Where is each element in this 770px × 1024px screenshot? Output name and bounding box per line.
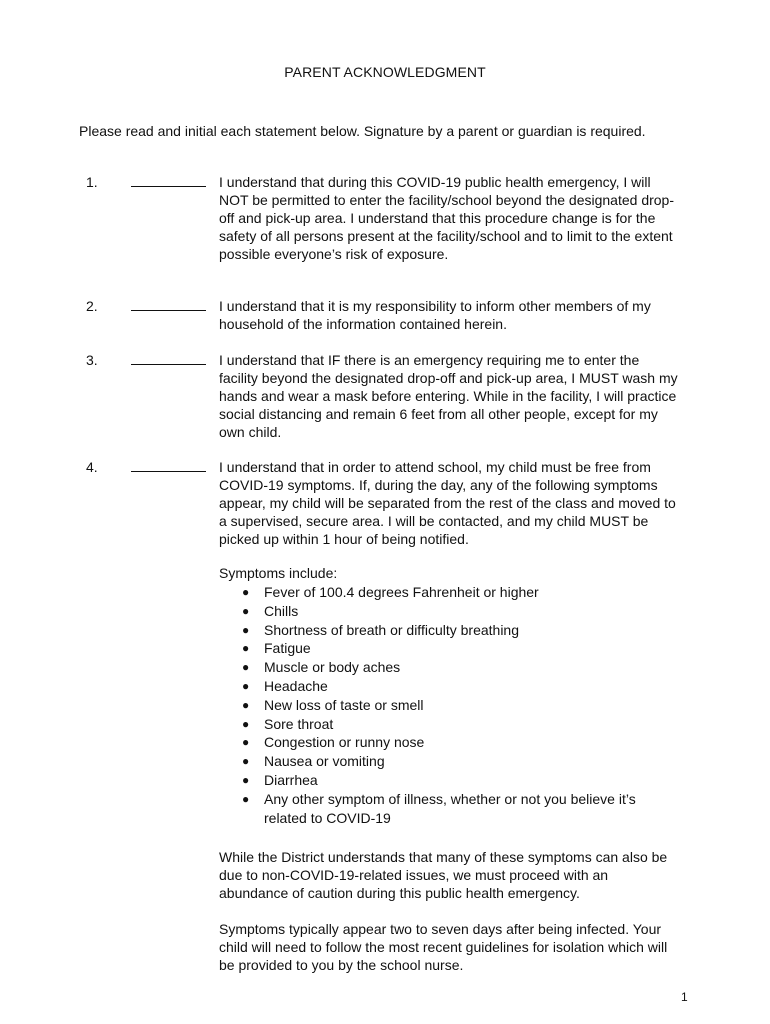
list-item: ● Muscle or body aches — [242, 659, 401, 676]
symptoms-heading: Symptoms include: — [219, 565, 338, 581]
bullet-icon: ● — [242, 678, 250, 693]
statement-number: 4. — [86, 459, 98, 475]
bullet-icon: ● — [242, 641, 250, 656]
list-item: ● Any other symptom of illness, whether or not you believe it’s related to COVID-19 — [242, 790, 636, 826]
list-item: ● Chills — [242, 602, 299, 619]
statement-number: 2. — [86, 298, 98, 314]
document-title: PARENT ACKNOWLEDGMENT — [284, 64, 486, 80]
list-item: ● Fatigue — [242, 640, 311, 657]
list-item: ● Sore throat — [242, 715, 334, 732]
list-item: ● Headache — [242, 677, 328, 694]
list-item: ● New loss of taste or smell — [242, 696, 424, 713]
caution-paragraph: While the District understands that many of these symptoms can also be due to non-COVID-19-related issues, we must proceed with an abundance of caution during this public health emergency. — [219, 849, 668, 901]
bullet-icon: ● — [242, 585, 250, 599]
initial-line[interactable] — [131, 297, 206, 311]
list-item: ● Shortness of breath or difficulty breathing — [242, 621, 520, 638]
symptoms-section — [219, 564, 679, 827]
statement-number: 3. — [86, 352, 98, 368]
list-item: ● Nausea or vomiting — [242, 753, 385, 770]
bullet-icon: ● — [242, 772, 250, 787]
intro-text: Please read and initial each statement below. Signature by a parent or guardian is required. — [79, 123, 646, 139]
isolation-paragraph: Symptoms typically appear two to seven days after being infected. Your child will need to follow the most recent guidelines for isolation which will be provided to you by the school nurse. — [219, 921, 668, 973]
statement-text: I understand that in order to attend school, my child must be free from COVID-19 symptoms. If, during the day, any of the following symptoms appear, my child will be separated from the rest of the class and moved to a supervised, secure area. I will be contacted, and my child MUST be picked up within 1 hour of being notified. — [219, 459, 676, 547]
bullet-icon: ● — [242, 660, 250, 675]
page-number: 1 — [681, 990, 688, 1004]
bullet-icon: ● — [242, 622, 250, 637]
bullet-icon: ● — [242, 735, 250, 750]
statement-text: I understand that it is my responsibility to inform other members of my household of the information contained herein. — [219, 298, 651, 332]
list-item: ● Congestion or runny nose — [242, 734, 425, 751]
bullet-icon: ● — [242, 791, 250, 806]
symptoms-list — [219, 583, 679, 827]
initial-line[interactable] — [131, 351, 206, 365]
bullet-icon: ● — [242, 603, 250, 618]
initial-line[interactable] — [131, 458, 206, 472]
statement-number: 1. — [86, 174, 98, 190]
bullet-icon: ● — [242, 716, 250, 731]
list-item: ● Diarrhea — [242, 771, 318, 788]
statement-text: I understand that IF there is an emergency requiring me to enter the facility beyond the designated drop-off and pick-up area, I MUST wash my hands and wear a mask before entering. While in the facility, I will practice social distancing and remain 6 feet from all other people, except for my own child. — [219, 352, 678, 440]
bullet-icon: ● — [242, 697, 250, 712]
list-item: ● Fever of 100.4 degrees Fahrenheit or higher — [242, 584, 539, 600]
bullet-icon: ● — [242, 754, 250, 769]
statement-text: I understand that during this COVID-19 public health emergency, I will NOT be permitted to enter the facility/school beyond the designated drop-off and pick-up area. I understand that this procedure change is for the safety of all persons present at the facility/school and to limit to the extent possible everyone’s risk of exposure. — [219, 174, 675, 262]
initial-line[interactable] — [131, 173, 206, 187]
